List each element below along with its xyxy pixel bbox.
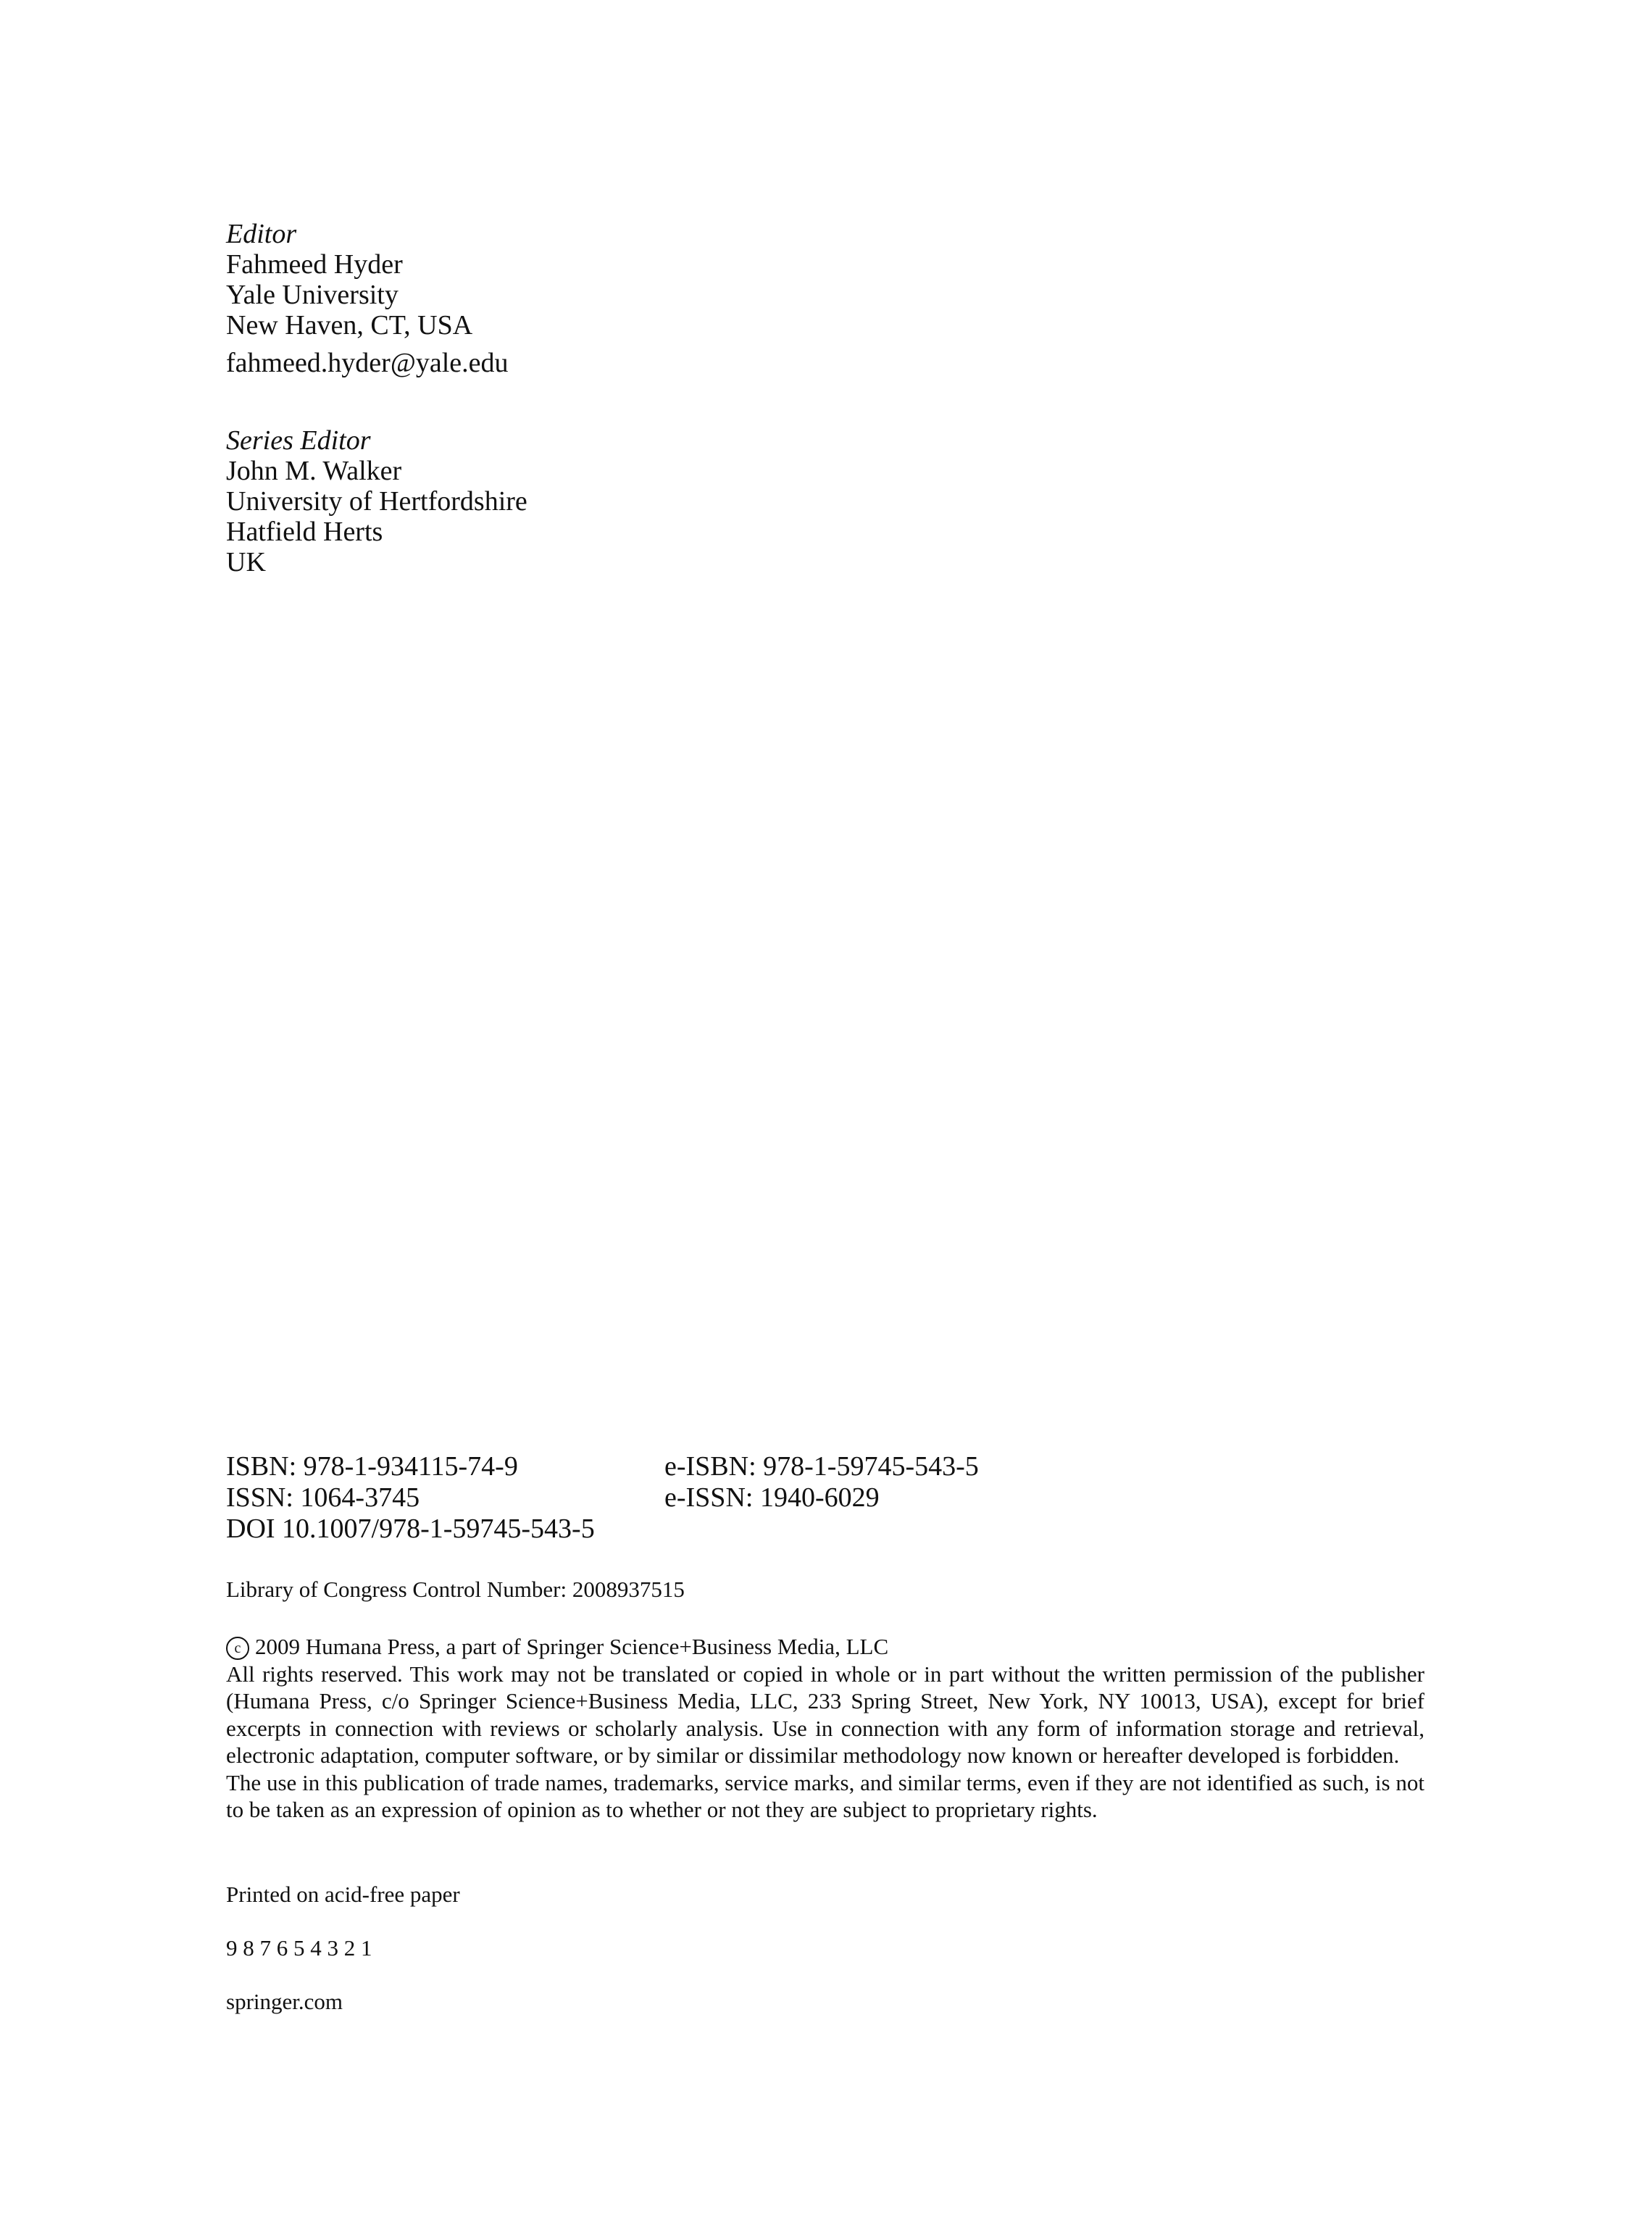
printed-note: Printed on acid-free paper	[226, 1882, 460, 1907]
editor-location: New Haven, CT, USA	[226, 310, 473, 341]
editor-name: Fahmeed Hyder	[226, 249, 403, 280]
series-editor-block	[226, 425, 527, 577]
copyright-line	[226, 1633, 1424, 1661]
identifiers-row	[226, 1514, 979, 1545]
eissn: e-ISSN: 1940-6029	[664, 1482, 880, 1513]
series-editor-name: John M. Walker	[226, 456, 402, 486]
issn: ISSN: 1064-3745	[226, 1482, 420, 1513]
copyright-notice	[226, 1633, 1424, 1824]
website-link[interactable]: springer.com	[226, 1989, 343, 2014]
printing-line: 9 8 7 6 5 4 3 2 1	[226, 1935, 372, 1961]
isbn: ISBN: 978-1-934115-74-9	[226, 1451, 518, 1482]
eisbn: e-ISBN: 978-1-59745-543-5	[664, 1451, 979, 1482]
series-editor-role: Series Editor	[226, 425, 371, 456]
identifiers-row	[226, 1451, 979, 1482]
editor-role: Editor	[226, 219, 297, 249]
identifiers-block	[226, 1451, 979, 1545]
series-editor-institution: University of Hertfordshire	[226, 486, 527, 517]
editor-email: fahmeed.hyder@yale.edu	[226, 348, 509, 378]
series-editor-country: UK	[226, 547, 266, 577]
editor-block	[226, 219, 508, 378]
copyright-text: 2009 Humana Press, a part of Springer Science+Business Media, LLC	[255, 1634, 889, 1659]
series-editor-location: Hatfield Herts	[226, 517, 383, 547]
trademark-text: The use in this publication of trade names, trademarks, service marks, and similar terms, even if they are not identified as such, is not to be taken as an expression of opinion as to whether or not they are subject to proprietary rights.	[226, 1769, 1424, 1822]
copyright-icon: c	[226, 1637, 249, 1660]
rights-reserved-text: All rights reserved. This work may not be translated or copied in whole or in part without the written permission of the publisher (Humana Press, c/o Springer Science+Business Media, LLC, 233 Spring Street, New York, NY 10013, USA), except for brief excerpts in connection with reviews or scholarly analysis. Use in connection with any form of information storage and retrieval, electronic adaptation, computer software, or by similar or dissimilar methodology now known or hereafter developed is forbidden.	[226, 1661, 1424, 1768]
doi: DOI 10.1007/978-1-59745-543-5	[226, 1514, 595, 1544]
identifiers-row	[226, 1482, 979, 1514]
lccn: Library of Congress Control Number: 2008937515	[226, 1577, 685, 1602]
editor-institution: Yale University	[226, 280, 399, 310]
